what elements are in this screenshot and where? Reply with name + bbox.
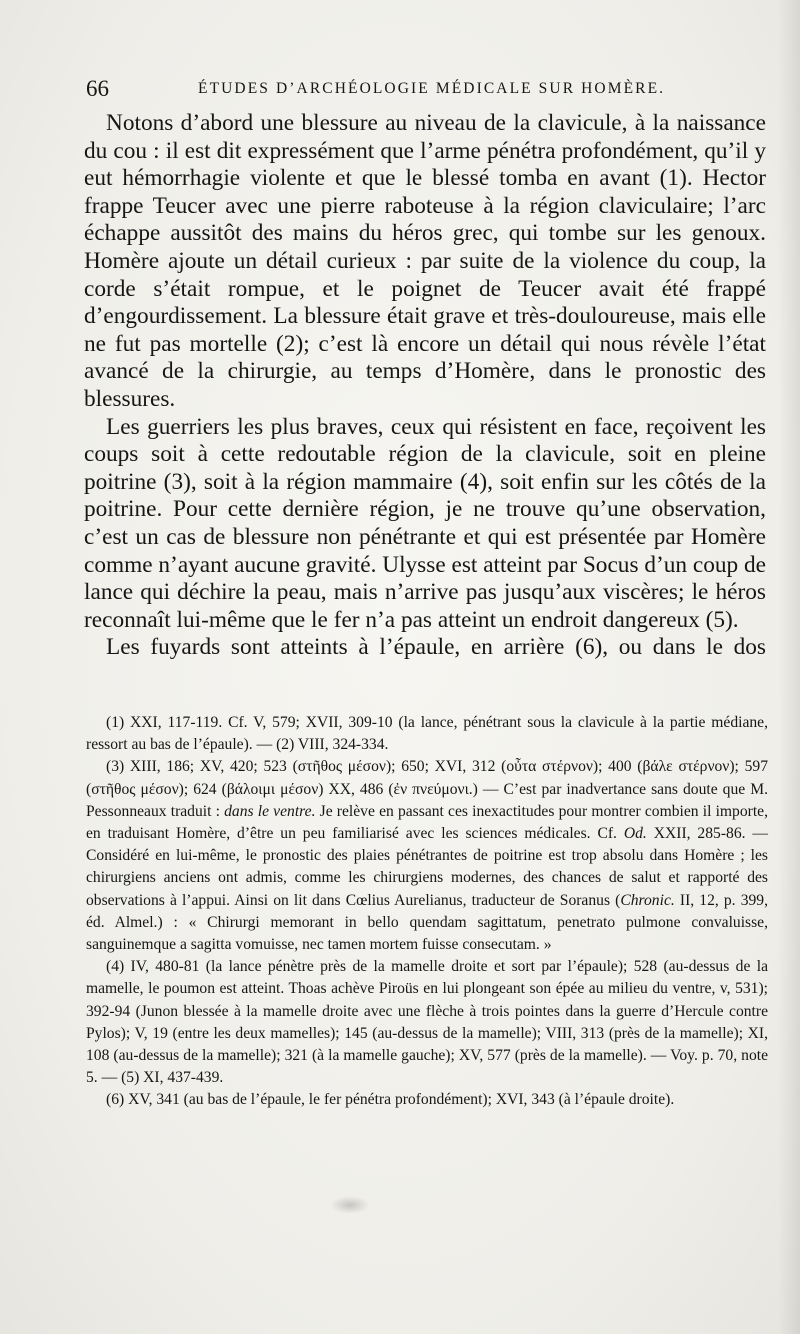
paragraph-fugitives: Les fuyards sont atteints à l’épaule, en arrière (6), ou dans le dos bbox=[106, 634, 766, 661]
footnote-6: (6) XV, 341 (au bas de l’épaule, le fer pénétra profondément); XVI, 343 (à l’épaule droite). bbox=[106, 1091, 675, 1109]
page-number: 66 bbox=[86, 76, 109, 101]
paragraph-chest-wounds: Les guerriers les plus braves, ceux qui résistent en face, reçoivent les coups soit à cette redoutable région de la clavicule, soit en pleine poitrine (3), soit à la région mammaire (4), soit enfin sur les côtés de la poitrine. Pour cette dernière région, je ne trouve qu’une observation, c’est un cas de blessure non pénétrante et qui est présentée par Homère comme n’ayant aucune gravité. Ulysse est atteint par Socus d’un coup de lance qui déchire la peau, mais n’arrive pas jusqu’aux viscères; le héros reconnaît lui-même que le fer n’a pas atteint un endroit dangereux (5). bbox=[84, 413, 766, 633]
footnote-3-part-b: Je relève en passant ces inexactitudes pour montrer combien il importe, en traduisant Homère, d’être un peu familiarisé avec les sciences médicales. Cf. bbox=[86, 802, 768, 843]
ink-smudge bbox=[330, 1196, 370, 1214]
footnote-3-italic-chronic: Chronic. bbox=[620, 891, 675, 909]
footnotes bbox=[86, 712, 768, 1112]
footnote-3-part-a: (3) XIII, 186; XV, 420; 523 (στῆθος μέσον); 650; XVI, 312 (οὖτα στέρνον); 400 (βάλε στέρνον); 597 (στῆθος μέσον); 624 (βάλοιμι μέσον) XX, 486 (ἐν πνεύμονι.) — C’est par inadvertance sans doute que M. Pessonneaux traduit : bbox=[86, 758, 768, 820]
footnote-4-5: (4) IV, 480-81 (la lance pénètre près de la mamelle droite et sort par l’épaule); 528 (au-dessus de la mamelle, le poumon est atteint. Thoas achève Piroüs en lui plongeant son épée au milieu du ventre, v, 531); 392-94 (Junon blessée à la mamelle droite avec une flèche à trois pointes dans la guerre d’Hercule contre Pylos); V, 19 (entre les deux mamelles); 145 (au-dessus de la mamelle); VIII, 313 (près de la mamelle); XI, 108 (au-dessus de la mamelle); 321 (à la mamelle gauche); XV, 577 (près de la mamelle). — Voy. p. 70, note 5. — (5) XI, 437-439. bbox=[86, 958, 768, 1087]
page-header bbox=[86, 76, 746, 104]
footnote-1-2: (1) XXI, 117-119. Cf. V, 579; XVII, 309-10 (la lance, pénétrant sous la clavicule à la partie médiane, ressort au bas de l’épaule). — (2) VIII, 324-334. bbox=[86, 714, 768, 754]
main-text bbox=[84, 110, 766, 662]
paragraph-clavicle: Notons d’abord une blessure au niveau de la clavicule, à la naissance du cou : il est dit expressément que l’arme pénétra profondément, qu’il y eut hémorrhagie violente et que le blessé tomba en avant (1). Hector frappe Teucer avec une pierre raboteuse à la région claviculaire; l’arc échappe aussitôt des mains du héros grec, qui tombe sur les genoux. Homère ajoute un détail curieux : par suite de la violence du coup, la corde s’était rompue, et le poignet de Teucer avait été frappé d’engourdissement. La blessure était grave et très-douloureuse, mais elle ne fut pas mortelle (2); c’est là encore un détail qui nous révèle l’état avancé de la chirurgie, au temps d’Homère, dans le pronostic des blessures. bbox=[84, 110, 766, 412]
footnote-3-italic-ventre: dans le ventre. bbox=[224, 802, 316, 820]
running-title: ÉTUDES D’ARCHÉOLOGIE MÉDICALE SUR HOMÈRE. bbox=[198, 80, 666, 97]
footnote-3 bbox=[86, 756, 768, 956]
page-edge-shadow bbox=[778, 0, 800, 1334]
footnote-3-part-c: XXII, 285-86. — Considéré en lui-même, le pronostic des plaies pénétrantes de poitrine est trop absolu dans Homère ; les chirurgiens anciens ont admis, comme les chirurgiens modernes, des chances de salut et rapporté des observations à l’appui. Ainsi on lit dans Cœlius Aurelianus, traducteur de Soranus ( bbox=[86, 825, 769, 909]
footnote-3-italic-od: Od. bbox=[623, 825, 647, 843]
footnote-3-part-d: II, 12, p. 399, éd. Almel.) : « Chirurgi memorant in bello quendam sagittatum, penetrato pulmone convaluisse, sanguinemque a sagitta vomuisse, nec tamen mortem fuisse consecutam. » bbox=[86, 891, 768, 954]
